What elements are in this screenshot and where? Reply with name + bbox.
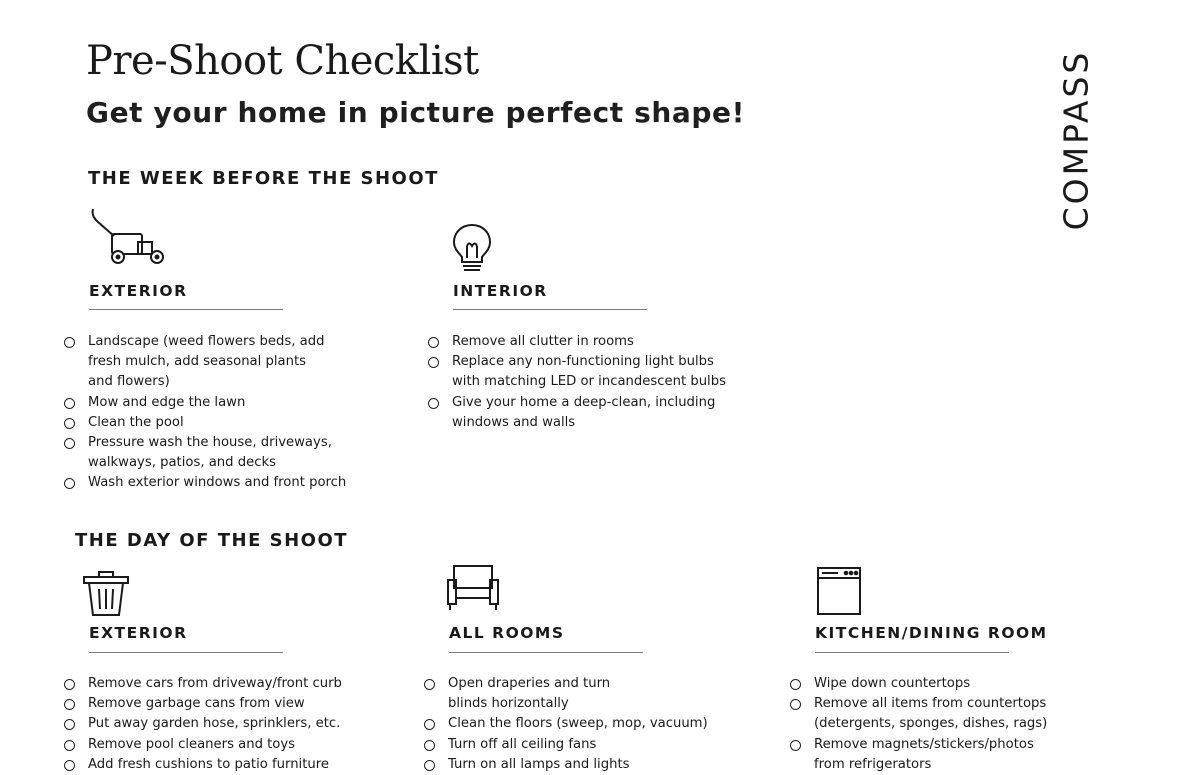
checklist-item[interactable]: Put away garden hose, sprinklers, etc.: [64, 714, 404, 734]
all-rooms-checklist: [424, 674, 764, 775]
checkbox-circle[interactable]: [424, 719, 435, 730]
checklist-item[interactable]: Mow and edge the lawn: [64, 393, 404, 413]
all-rooms-heading: ALL ROOMS: [449, 624, 565, 642]
checkbox-circle[interactable]: [64, 398, 75, 409]
checkbox-circle[interactable]: [428, 398, 439, 409]
divider: [815, 652, 1009, 653]
checkbox-circle[interactable]: [64, 478, 75, 489]
checkbox-circle[interactable]: [64, 740, 75, 751]
page-subtitle: Get your home in picture perfect shape!: [86, 96, 745, 129]
divider: [89, 652, 283, 653]
checklist-item[interactable]: Remove magnets/stickers/photos from refrigerators: [790, 735, 1150, 775]
week-exterior-checklist: [64, 332, 404, 494]
checklist-item[interactable]: Add fresh cushions to patio furniture: [64, 755, 404, 775]
trash-can-icon: [82, 570, 130, 618]
section-heading-week-before: THE WEEK BEFORE THE SHOOT: [88, 168, 439, 189]
checklist-item[interactable]: Remove garbage cans from view: [64, 694, 404, 714]
checkbox-circle[interactable]: [424, 679, 435, 690]
brand-logo-text: COMPASS: [1056, 49, 1096, 231]
checklist-item[interactable]: Remove pool cleaners and toys: [64, 735, 404, 755]
checklist-item[interactable]: Remove all clutter in rooms: [428, 332, 788, 352]
page-title: Pre-Shoot Checklist: [86, 38, 479, 84]
checklist-item[interactable]: Turn on all lamps and lights: [424, 755, 764, 775]
section-heading-day-of: THE DAY OF THE SHOOT: [75, 530, 349, 551]
checklist-item[interactable]: Clean the floors (sweep, mop, vacuum): [424, 714, 764, 734]
week-interior-heading: INTERIOR: [453, 282, 548, 300]
armchair-icon: [446, 564, 500, 612]
week-exterior-heading: EXTERIOR: [89, 282, 188, 300]
checklist-item[interactable]: Replace any non-functioning light bulbs with matching LED or incandescent bulbs: [428, 352, 788, 392]
checklist-item[interactable]: Open draperies and turn blinds horizontally: [424, 674, 764, 714]
checkbox-circle[interactable]: [790, 679, 801, 690]
kitchen-heading: KITCHEN/DINING ROOM: [815, 624, 1048, 642]
checklist-item[interactable]: Remove all items from countertops (detergents, sponges, dishes, rags): [790, 694, 1150, 734]
dishwasher-icon: [816, 566, 862, 616]
checklist-item[interactable]: Turn off all ceiling fans: [424, 735, 764, 755]
day-exterior-heading: EXTERIOR: [89, 624, 188, 642]
checklist-item[interactable]: Pressure wash the house, driveways, walkways, patios, and decks: [64, 433, 404, 473]
checkbox-circle[interactable]: [64, 438, 75, 449]
lawn-mower-icon: [90, 206, 170, 266]
checkbox-circle[interactable]: [64, 760, 75, 771]
day-exterior-checklist: [64, 674, 404, 775]
light-bulb-icon: [450, 222, 494, 274]
checkbox-circle[interactable]: [790, 740, 801, 751]
checkbox-circle[interactable]: [428, 357, 439, 368]
divider: [453, 309, 647, 310]
checklist-item[interactable]: Wipe down countertops: [790, 674, 1150, 694]
checklist-item[interactable]: Landscape (weed flowers beds, add fresh mulch, add seasonal plants and flowers): [64, 332, 404, 393]
checklist-item[interactable]: Give your home a deep-clean, including windows and walls: [428, 393, 788, 433]
checkbox-circle[interactable]: [790, 699, 801, 710]
checkbox-circle[interactable]: [64, 719, 75, 730]
checklist-item[interactable]: Wash exterior windows and front porch: [64, 473, 404, 493]
brand-logo: [1046, 40, 1106, 240]
checkbox-circle[interactable]: [424, 740, 435, 751]
divider: [449, 652, 643, 653]
checkbox-circle[interactable]: [428, 337, 439, 348]
checklist-item[interactable]: Clean the pool: [64, 413, 404, 433]
week-interior-checklist: [428, 332, 788, 433]
divider: [89, 309, 283, 310]
checklist-item[interactable]: Remove cars from driveway/front curb: [64, 674, 404, 694]
checkbox-circle[interactable]: [64, 699, 75, 710]
kitchen-checklist: [790, 674, 1150, 775]
checkbox-circle[interactable]: [64, 679, 75, 690]
checkbox-circle[interactable]: [424, 760, 435, 771]
checkbox-circle[interactable]: [64, 418, 75, 429]
checkbox-circle[interactable]: [64, 337, 75, 348]
